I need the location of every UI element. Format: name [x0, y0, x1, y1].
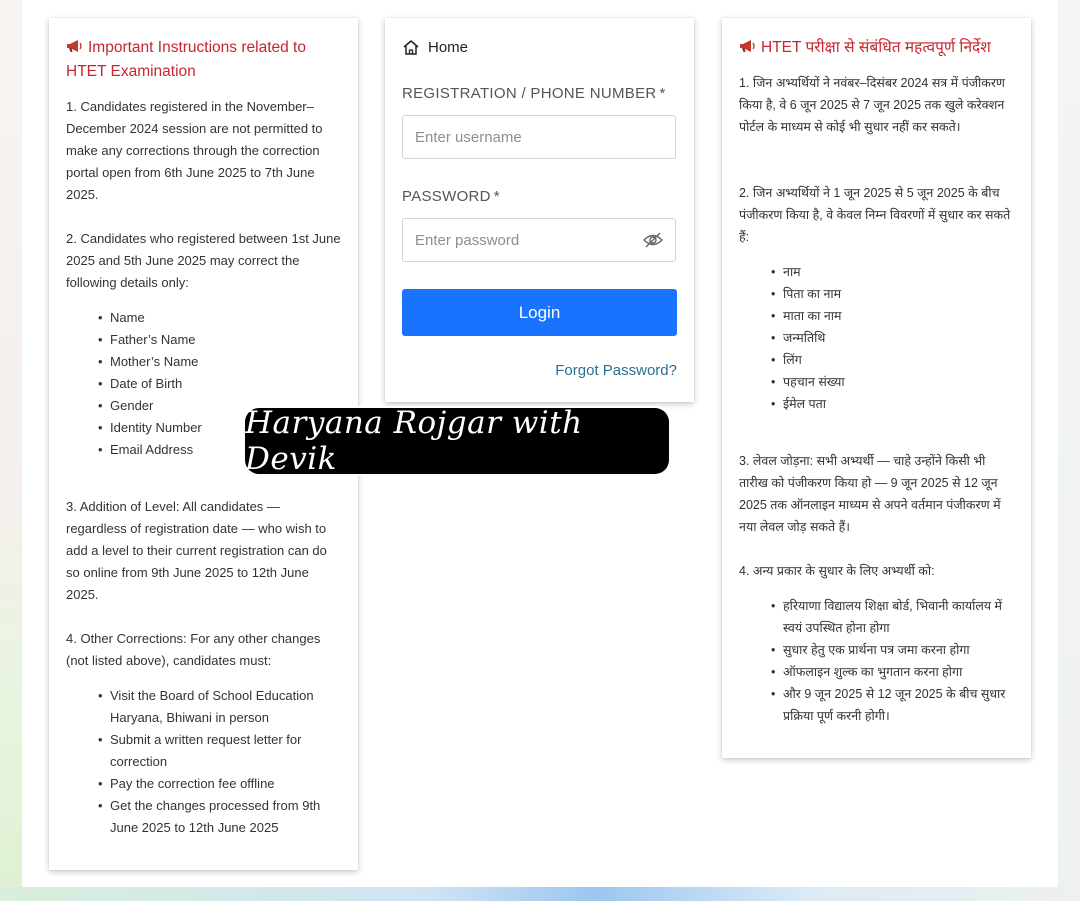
- username-input[interactable]: [403, 116, 647, 158]
- list-item: • नाम: [783, 261, 1018, 283]
- list-item: • Submit a written request letter for correction: [110, 729, 342, 773]
- list-item: • माता का नाम: [783, 305, 1018, 327]
- megaphone-icon: [66, 39, 84, 53]
- list-item: • पहचान संख्या: [783, 371, 1018, 393]
- list-item: • Email Address: [110, 439, 342, 461]
- username-field[interactable]: [402, 115, 676, 159]
- list-item: • हरियाणा विद्यालय शिक्षा बोर्ड, भिवानी कार्यालय में स्वयं उपस्थित होना होगा: [783, 595, 1018, 639]
- english-point-1: 1. Candidates registered in the November–December 2024 session are not permitted to make any corrections through the correction portal open from 6th June 2025 to 7th June 2025.: [66, 99, 323, 202]
- list-item: • और 9 जून 2025 से 12 जून 2025 के बीच सुधार प्रक्रिया पूर्ण करनी होगी।: [783, 683, 1018, 727]
- background-bottom-strip: [0, 887, 1080, 901]
- username-label-text: REGISTRATION / PHONE NUMBER: [402, 85, 657, 102]
- list-item: • Pay the correction fee offline: [110, 773, 342, 795]
- english-other-corrections-list: [110, 685, 342, 839]
- list-item: • Name: [110, 307, 342, 329]
- login-card: [385, 18, 694, 402]
- hindi-other-corrections-list: [783, 595, 1018, 727]
- hindi-point-4: 4. अन्य प्रकार के सुधार के लिए अभ्यर्थी को:: [739, 564, 935, 578]
- list-item: • पिता का नाम: [783, 283, 1018, 305]
- hindi-instructions-title-text: HTET परीक्षा से संबंधित महत्वपूर्ण निर्देश: [761, 39, 991, 56]
- list-item: • Identity Number: [110, 417, 342, 439]
- login-button[interactable]: Login: [402, 289, 677, 336]
- password-label-text: PASSWORD: [402, 188, 491, 205]
- hindi-point-1: 1. जिन अभ्यर्थियों ने नवंबर–दिसंबर 2024 सत्र में पंजीकरण किया है, वे 6 जून 2025 से 7 जून 2025 तक खुले करेक्शन पोर्टल के माध्यम से कोई भी सुधार नहीं कर सकते।: [739, 76, 1005, 134]
- megaphone-icon: [739, 39, 757, 53]
- watermark-banner: Haryana Rojgar with Devik: [245, 408, 669, 474]
- list-item: • लिंग: [783, 349, 1018, 371]
- username-label: [402, 85, 666, 102]
- list-item: • ईमेल पता: [783, 393, 1018, 415]
- english-instructions-title-text: Important Instructions related to HTET Examination: [66, 39, 306, 80]
- required-mark: *: [659, 85, 666, 102]
- hindi-point-3: 3. लेवल जोड़ना: सभी अभ्यर्थी — चाहे उन्होंने किसी भी तारीख को पंजीकरण किया हो — 9 जून 2025 से 12 जून 2025 तक ऑनलाइन माध्यम से अपने वर्तमान पंजीकरण में नया लेवल जोड़ सकते हैं।: [739, 454, 1001, 534]
- hindi-instructions-title: [739, 36, 1019, 60]
- hindi-instructions-card: [722, 18, 1031, 758]
- list-item: • Mother’s Name: [110, 351, 342, 373]
- list-item: • ऑफलाइन शुल्क का भुगतान करना होगा: [783, 661, 1018, 683]
- home-icon: [402, 39, 420, 56]
- hindi-point-2: 2. जिन अभ्यर्थियों ने 1 जून 2025 से 5 जून 2025 के बीच पंजीकरण किया है, वे केवल निम्न विवरणों में सुधार कर सकते हैं:: [739, 186, 1011, 244]
- english-point-3: 3. Addition of Level: All candidates — regardless of registration date — who wish to add a level to their current registration can do so online from 9th June 2025 to 12th June 2025.: [66, 499, 327, 602]
- list-item: • Father’s Name: [110, 329, 342, 351]
- list-item: • जन्मतिथि: [783, 327, 1018, 349]
- eye-off-icon[interactable]: [643, 231, 663, 249]
- list-item: • Date of Birth: [110, 373, 342, 395]
- english-point-2: 2. Candidates who registered between 1st June 2025 and 5th June 2025 may correct the following details only:: [66, 231, 341, 290]
- hindi-editable-details-list: [783, 261, 1018, 415]
- list-item: • Get the changes processed from 9th June 2025 to 12th June 2025: [110, 795, 342, 839]
- password-field[interactable]: [402, 218, 676, 262]
- home-label: Home: [428, 38, 469, 56]
- forgot-password-link[interactable]: Forgot Password?: [555, 362, 677, 379]
- list-item: • Gender: [110, 395, 342, 417]
- list-item: • Visit the Board of School Education Haryana, Bhiwani in person: [110, 685, 342, 729]
- password-label: [402, 188, 500, 205]
- home-link[interactable]: [402, 36, 468, 58]
- english-point-4: 4. Other Corrections: For any other changes (not listed above), candidates must:: [66, 631, 321, 668]
- required-mark: *: [493, 188, 500, 205]
- password-input[interactable]: [403, 219, 647, 261]
- list-item: • सुधार हेतु एक प्रार्थना पत्र जमा करना होगा: [783, 639, 1018, 661]
- english-instructions-title: [66, 36, 341, 84]
